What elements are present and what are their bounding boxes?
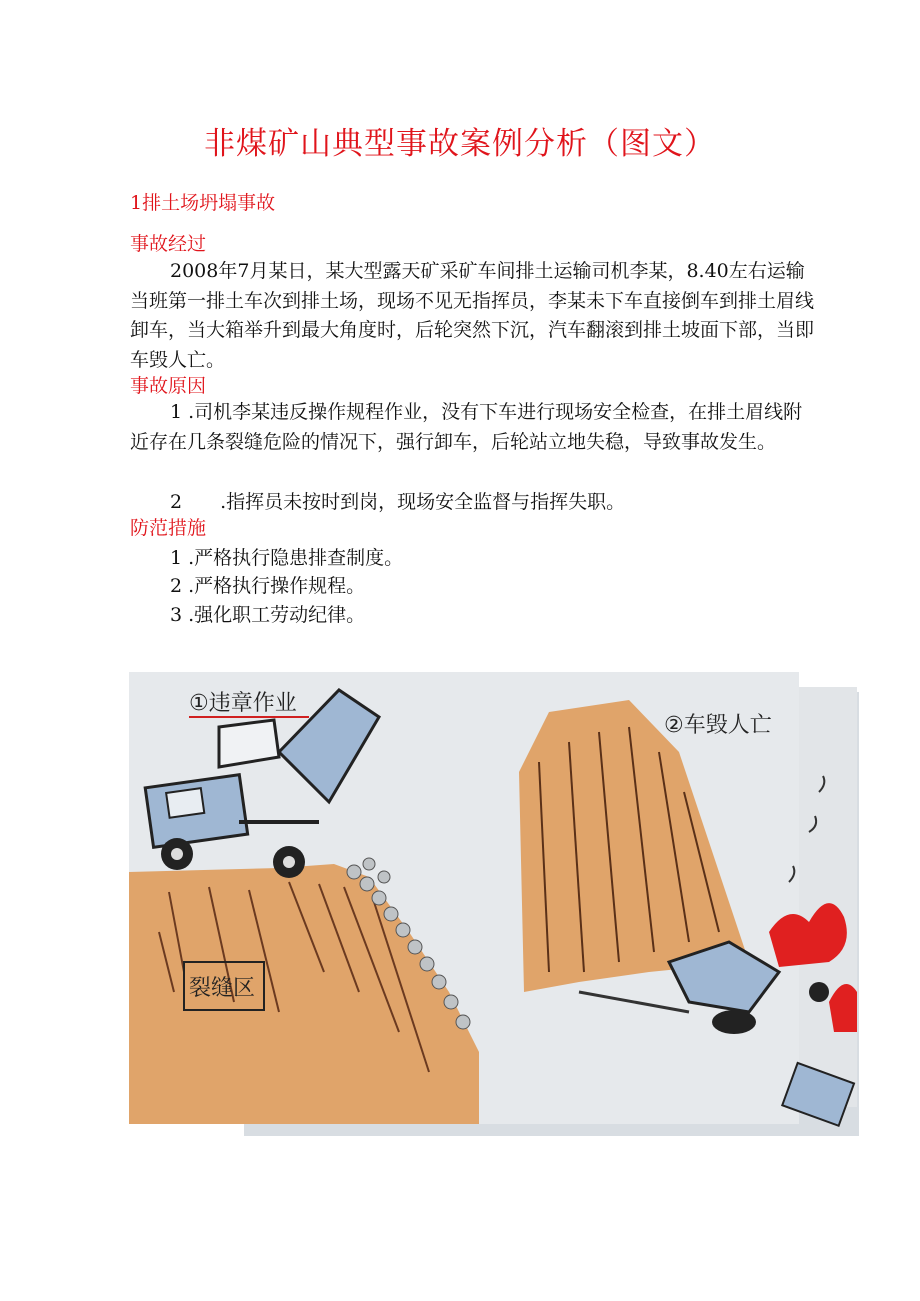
prevention-heading: 防范措施	[130, 517, 207, 539]
cause-item-2-text: .指挥员未按时到岗，现场安全监督与指挥失职。	[220, 491, 626, 513]
prevention-item-1: 1 .严格执行隐患排查制度。	[170, 547, 404, 569]
cause-item-1: 1 .司机李某违反操作规程作业，没有下车进行现场安全检查，在排土眉线附近存在几条裂缝危险的情况下，强行卸车，后轮站立地失稳，导致事故发生。	[130, 401, 803, 453]
crack-zone-label: 裂缝区	[189, 976, 256, 1001]
cause-item-2-number: 2	[170, 491, 183, 513]
process-text: 2008年7月某日，某大型露天矿采矿车间排土运输司机李某，8.40左右运输当班第一排土车次到排土场，现场不见无指挥员，李某未下车直接倒车到排土眉线卸车，当大箱举升到最大角度时，后轮突然下沉，汽车翻滚到排土坡面下部，当即车毁人亡。	[130, 260, 815, 371]
process-heading: 事故经过	[130, 233, 207, 255]
page-title: 非煤矿山典型事故案例分析（图文）	[204, 126, 716, 162]
cause-heading: 事故原因	[130, 375, 207, 397]
paper-edge	[799, 687, 857, 1107]
section-heading: 1排土场坍塌事故	[130, 192, 276, 214]
panel-left-label: ①违章作业	[189, 691, 297, 716]
prevention-item-3: 3 .强化职工劳动纪律。	[170, 604, 366, 626]
panel-right-label: ②车毁人亡	[664, 713, 772, 738]
accident-illustration	[129, 672, 859, 1136]
prevention-item-2: 2 .严格执行操作规程。	[170, 575, 366, 597]
cause-item-2	[170, 487, 625, 514]
